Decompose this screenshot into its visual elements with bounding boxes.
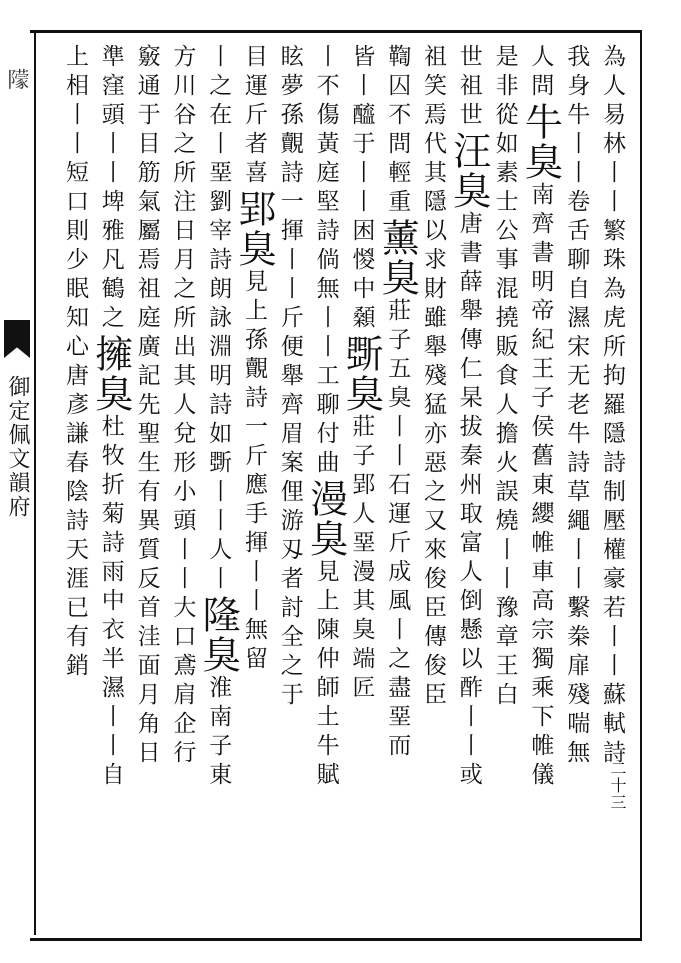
text-column	[489, 44, 521, 924]
book-title: 御定佩文韻府	[5, 375, 30, 519]
text-segment: 丨不傷黃庭堅詩倘無丨丨工聊付曲	[312, 44, 339, 479]
text-segment: 見上陳仲師土牛賦	[312, 559, 339, 791]
text-segment: 丨困惾中顙	[348, 189, 375, 334]
text-segment: 莊子郢人堊漫其臭端匠	[348, 414, 375, 704]
text-column	[232, 44, 276, 924]
text-segment: 方川谷之所注日月之所出其人兌形小頭丨丨大口鳶肩企行	[169, 44, 196, 769]
text-column	[417, 44, 449, 924]
text-segment: 人問	[527, 44, 554, 102]
text-segment: 唐書薛舉傳仁杲拔秦州取富人倒懸以酢丨丨或	[455, 211, 482, 791]
text-column	[166, 44, 198, 924]
text-segment: 世祖世	[455, 44, 482, 131]
page-number: 二十三	[608, 760, 627, 811]
text-segment: 莊子五臭丨丨石運斤成風丨之盡堊而	[384, 298, 411, 762]
text-column	[518, 44, 563, 924]
headword: 隆臭	[196, 595, 241, 675]
text-segment: 上相丨丨短口則少眠	[62, 44, 88, 305]
headword: 漫臭	[303, 479, 348, 559]
text-column	[59, 44, 91, 924]
text-column	[596, 44, 628, 924]
text-segment: 目運斤者喜	[241, 44, 267, 189]
text-segment: 堊劉宰詩朗詠淵明詩如斲丨丨人丨	[205, 160, 232, 595]
text-segment: 杜牧折菊詩雨中衣半濕丨丨自	[97, 414, 124, 791]
text-segment: 淮南子東	[205, 675, 232, 791]
text-column	[274, 44, 306, 924]
text-segment: 俚游刄者討全之于	[276, 479, 303, 711]
text-column	[375, 44, 420, 924]
headword: 牛臭	[518, 102, 563, 182]
text-segment: 丨之在丨	[205, 44, 232, 160]
headword: 薰臭	[375, 218, 420, 298]
text-segment: 從如素士公事混撓販食人擔火誤燒丨丨豫章王白	[491, 102, 518, 711]
headword: 斲臭	[339, 334, 384, 414]
text-segment: 南齊書明帝紀王子侯舊東纓帷車高宗獨乘下帷儀	[527, 182, 554, 791]
headword: 擁臭	[88, 334, 133, 414]
text-column	[560, 44, 592, 924]
headword: 郢臭	[232, 189, 276, 269]
text-segment: 為人易林	[599, 44, 625, 160]
text-segment: 鞫囚不問輕重	[384, 44, 411, 218]
text-segment: 代其隱以求財雖舉殘猛亦惡之又來俊臣傳俊臣	[420, 131, 446, 711]
text-segment: 是非	[491, 44, 518, 102]
text-segment: 祖笑焉	[420, 44, 446, 131]
text-segment: 我身牛丨丨卷舌聊自濕宋无老牛詩草繩丨丨繫桊扉殘喘無	[563, 44, 590, 769]
text-segment: 準窪頭丨丨埤雅凡鶴之	[97, 44, 124, 334]
text-column	[196, 44, 241, 924]
text-segment: 知心唐彥謙春陰詩天涯已有銷	[62, 305, 88, 682]
text-column	[446, 44, 491, 924]
text-column	[88, 44, 133, 924]
text-segment: 眩夢孫覿詩一揮丨丨斤便舉齊眉案	[276, 44, 303, 479]
text-segment: 皆丨醯于丨	[348, 44, 375, 189]
text-column	[339, 44, 384, 924]
text-column	[131, 44, 163, 924]
text-column	[303, 44, 348, 924]
text-segment: 丨丨繁珠為虎所拘羅隱詩制壓權豪若丨丨蘇軾詩	[599, 160, 625, 769]
headword: 汪臭	[446, 131, 491, 211]
text-segment: 見上孫覿詩一斤應手揮丨丨無留	[241, 269, 267, 675]
fish-tail-mark	[4, 320, 30, 358]
text-segment: 竅通于目筋氣屬焉祖庭廣記先聖生有異質反首洼面月角日	[133, 44, 160, 769]
margin-top-fragment: 𨼿	[5, 68, 30, 92]
